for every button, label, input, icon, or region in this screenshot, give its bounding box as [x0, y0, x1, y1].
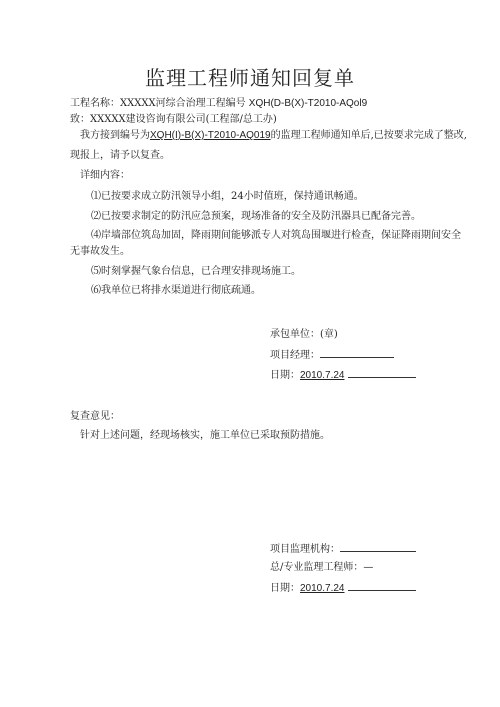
detail-item-2: ⑵已按要求制定的防汛应急预案，现场准备的安全及防汛器具已配备完善。 [91, 211, 421, 222]
intro-line-2: 现报上，请予以复查。 [70, 150, 170, 161]
project-code: XQH(D-B(X)-T2010-AQol9 [248, 98, 368, 109]
to-value: XXXXX建设咨询有限公司(工程部/总工办) [90, 114, 277, 125]
detail-item-5: ⑸时刻掌握气象台信息，已合理安排现场施工。 [91, 266, 301, 277]
review-heading: 复查意见： [70, 411, 120, 422]
form-title: 监理工程师通知回复单 [145, 66, 355, 90]
intro-part2: 的监理工程师通知单后,已按要求完成了整改, [270, 130, 467, 141]
supervisor-date [270, 580, 416, 596]
contractor-date [270, 367, 416, 383]
contractor-date-blank [348, 367, 416, 378]
supervisor-engineer-value: — [363, 562, 374, 573]
detail-item-4: ⑷岸墙部位筑岛加固，降雨期间能够派专人对筑岛围堰进行检查，保证降雨期间安全 [91, 230, 461, 241]
details-heading: 详细内容： [80, 170, 130, 181]
project-label: 工程名称： [70, 98, 120, 109]
manager-signature-blank [320, 347, 394, 358]
contractor-date-value: 2010.7.24 [300, 370, 345, 381]
supervisor-engineer-label: 总/专业监理工程师： [270, 562, 364, 573]
to-line [70, 113, 277, 127]
supervisor-org-blank [340, 541, 416, 552]
to-label: 致： [70, 114, 90, 125]
supervisor-date-blank [348, 580, 416, 591]
contractor-date-label: 日期： [270, 370, 300, 381]
supervisor-date-value: 2010.7.24 [300, 583, 345, 594]
supervisor-date-label: 日期： [270, 583, 300, 594]
contractor-manager [270, 347, 394, 363]
detail-item-4-cont: 无事故发生。 [70, 246, 130, 257]
detail-item-6: ⑹我单位已将排水渠道进行彻底疏通。 [91, 285, 261, 296]
contractor-unit: 承包单位：(章) [270, 329, 338, 340]
code-label: 编号 [225, 98, 246, 109]
project-line [70, 97, 367, 111]
supervisor-org-label: 项目监理机构： [270, 544, 340, 555]
project-name: XXXXX河综合治理工程 [120, 98, 226, 109]
detail-item-1: ⑴已按要求成立防汛领导小组，24小时值班，保持通讯畅通。 [91, 191, 364, 202]
notice-number: XQH(I)-B(X)-T2010-AQ019 [150, 130, 271, 141]
manager-label: 项目经理： [270, 350, 320, 361]
supervisor-org [270, 541, 416, 557]
supervisor-engineer [270, 561, 373, 575]
intro-line-1 [80, 129, 467, 143]
intro-part1: 我方接到编号为 [80, 130, 150, 141]
review-content: 针对上述问题，经现场核实，施工单位已采取预防措施。 [80, 430, 330, 441]
